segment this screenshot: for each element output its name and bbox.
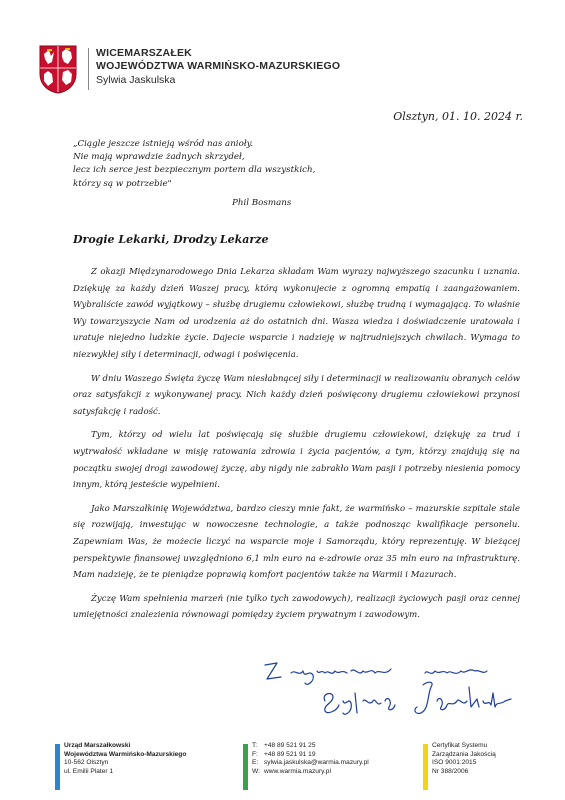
office-title [96,47,340,87]
letter-body [73,264,520,631]
cert-line: Certyfikat Systemu [432,742,488,749]
cert-line: ISO 9001:2015 [432,759,477,767]
footer-contact [252,742,369,776]
quote-author: Phil Bosmans [232,198,292,208]
salutation: Drogie Lekarki, Drodzy Lekarze [73,233,269,246]
body-paragraph: Z okazji Międzynarodowego Dnia Lekarza składam Wam wyrazy najwyższego szacunku i uznania. Dziękuję za każdy dzień Waszej pracy, którą wykonujecie z ogromną empatią i zaangażowaniem. Wybraliście zawód wyjątkowy – służbę drugiemu człowiekowi, służbę trudną i wymagającą. To właśnie Wy towarzyszycie Nam od urodzenia aż do ostatnich dni. Wasza wiedza i doświadczenie uratowała i uratuje niejedno ludzkie życie. Dajecie wsparcie i nadzieję w najtrudniejszych chwilach. Wymaga to niezwykłej siły i determinacji, odwagi i poświęcenia. [73,267,520,360]
footer-accent-bar-green [243,744,248,790]
footer-office-line: 10-562 Olsztyn [64,759,109,767]
body-paragraph: Życzę Wam spełnienia marzeń (nie tylko tych zawodowych), realizacji życiowych pasji oraz cennej umiejętności znalezienia równowagi pomiędzy życiem prywatnym i zawodowym. [73,593,520,621]
epigraph-quote [73,138,315,191]
footer-office-address [64,742,186,776]
header-divider [88,48,89,90]
office-title-line2: WOJEWÓDZTWA WARMIŃSKO-MAZURSKIEGO [96,60,341,72]
body-paragraph: W dniu Waszego Święta życzę Wam niesłabnącej siły i determinacji w realizowaniu obranych celów oraz satysfakcji z wykonywanej pracy. Nich każdy dzień poświęcony drugiemu człowiekowi przynosi satysfakcję i radość. [73,373,520,417]
footer-office-line: Województwa Warmińsko-Mazurskiego [64,750,187,758]
letter-footer [0,742,565,800]
body-paragraph: Tym, którzy od wielu lat poświęcają się służbie drugiemu człowiekowi, dziękuję za trud i wytrwałość wkładane w misję ratowania zdrowia i życia pacjentów, a tym, którzy znajdują się na początku swojej drogi zawodowej życzę, aby nigdy nie zabrakło Wam pasji i potrzeby niesienia pomocy innym, którą jesteście wypełnieni. [73,430,520,491]
letterhead [38,44,438,100]
contact-fax [252,751,369,760]
cert-line: Zarządzania Jakością [432,750,496,758]
footer-accent-bar-yellow [423,744,428,790]
footer-certification [432,742,496,776]
contact-key: T: [252,742,258,749]
quote-line: „Ciągle jeszcze istnieją wśród nas anioły. [73,139,254,149]
quote-line: którzy są w potrzebie" [73,178,172,189]
website-link[interactable]: www.warmia.mazury.pl [264,767,331,775]
contact-email[interactable] [252,759,369,768]
contact-key: F: [252,750,258,758]
office-title-line1: WICEMARSZAŁEK [96,47,192,59]
contact-phone [252,742,369,751]
contact-value: +48 89 521 91 25 [264,742,316,749]
handwritten-signature [255,657,525,727]
quote-line: lecz ich serce jest bezpiecznym portem dla wszystkich, [73,165,316,176]
letter-date: Olsztyn, 01. 10. 2024 r. [393,110,523,123]
quote-line: Nie mają wprawdzie żadnych skrzydeł, [73,152,245,163]
footer-office-line: ul. Emilii Plater 1 [64,767,114,775]
contact-key: W: [252,767,260,775]
contact-key: E: [252,759,259,767]
email-link[interactable]: sylwia.jaskulska@warmia.mazury.pl [264,759,369,767]
footer-accent-bar-blue [55,744,60,790]
contact-website[interactable] [252,768,369,777]
coat-of-arms-icon [38,44,78,94]
cert-line: Nr 388/2006 [432,767,469,775]
body-paragraph: Jako Marszałkinię Województwa, bardzo cieszy mnie fakt, że warmińsko – mazurskie szpitale stale się rozwijają, inwestując w nowoczesne technologie, a także podnosząc kwalifikacje personelu. Zapewniam Was, że możecie liczyć na wsparcie moje i Samorządu, który reprezentuję. W bieżącej perspektywie finansowej uwzględniono 6,1 mln euro na e-zdrowie oraz 35 mln euro na infrastrukturę. Mam nadzieję, że te pieniądze poprawią komfort pacjentów także na Warmii i Mazurach. [73,503,520,581]
footer-office-line: Urząd Marszałkowski [64,742,131,749]
contact-value: +48 89 521 91 19 [264,750,316,758]
officer-name: Sylwia Jaskulska [96,74,176,86]
